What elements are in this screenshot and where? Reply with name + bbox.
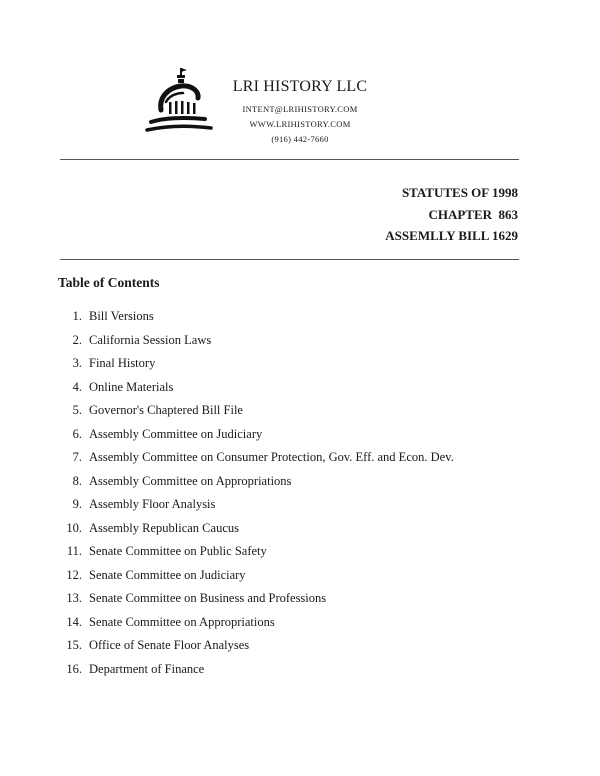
statute-year: STATUTES OF 1998 — [401, 185, 518, 200]
statute-bill: ASSEMLLY BILL 1629 — [385, 228, 518, 243]
toc-item — [62, 378, 454, 402]
toc-item-number: 9. — [72, 497, 82, 511]
statute-chapter: CHAPTER 863 — [428, 206, 518, 222]
toc-item — [62, 354, 454, 378]
toc-item-label: Assembly Floor Analysis — [89, 497, 216, 511]
toc-item-number: 4. — [72, 379, 82, 394]
toc-list — [62, 307, 454, 683]
toc-item — [62, 472, 454, 496]
toc-item-number: 16. — [66, 661, 82, 676]
toc-item-number: 10. — [66, 520, 82, 535]
top-divider — [60, 159, 519, 160]
toc-item-number: 2. — [72, 332, 82, 347]
toc-item — [62, 448, 454, 472]
toc-item — [62, 636, 454, 660]
toc-item — [62, 331, 454, 355]
toc-item — [62, 401, 454, 425]
bottom-divider — [60, 259, 519, 260]
statute-block — [385, 182, 518, 247]
contact-email: INTENT@LRIHISTORY.COM — [242, 104, 358, 114]
toc-item-label: Senate Committee on Public Safety — [89, 544, 267, 558]
toc-item — [62, 660, 454, 684]
toc-item-number: 11. — [66, 544, 82, 558]
toc-item-label: Assembly Committee on Appropriations — [89, 473, 292, 488]
toc-item-number: 12. — [66, 567, 82, 582]
toc-item — [62, 307, 454, 331]
toc-item — [62, 425, 454, 449]
toc-item — [62, 613, 454, 637]
toc-item-number: 7. — [72, 450, 82, 464]
toc-item-number: 1. — [72, 309, 82, 323]
toc-item-label: Office of Senate Floor Analyses — [89, 638, 250, 652]
toc-item-number: 14. — [66, 614, 82, 629]
toc-item-label: Assembly Republican Caucus — [89, 520, 239, 535]
capitol-dome-icon — [143, 64, 213, 138]
toc-item — [62, 495, 454, 519]
toc-item-label: Senate Committee on Appropriations — [89, 614, 275, 629]
toc-item-label: Online Materials — [89, 379, 174, 394]
toc-item — [62, 542, 454, 566]
toc-item-label: Assembly Committee on Consumer Protection, Gov. Eff. and Econ. Dev. — [89, 450, 454, 464]
toc-item-label: Bill Versions — [89, 309, 154, 323]
contact-phone: (916) 442-7660 — [271, 134, 329, 144]
toc-title: Table of Contents — [58, 275, 160, 290]
toc-item-label: Governor's Chaptered Bill File — [89, 403, 243, 417]
toc-item-number: 8. — [72, 473, 82, 488]
toc-item-number: 13. — [66, 591, 82, 605]
toc-item-label: California Session Laws — [89, 332, 212, 347]
toc-item-label: Assembly Committee on Judiciary — [89, 426, 263, 441]
toc-item-label: Senate Committee on Business and Professions — [89, 591, 327, 605]
toc-item-number: 15. — [66, 638, 82, 652]
toc-item-label: Department of Finance — [89, 661, 205, 676]
toc-item-label: Final History — [89, 356, 156, 370]
toc-item-label: Senate Committee on Judiciary — [89, 567, 246, 582]
toc-item — [62, 589, 454, 613]
toc-item — [62, 519, 454, 543]
letterhead — [215, 78, 385, 147]
toc-item-number: 6. — [72, 426, 82, 441]
company-name: LRI HISTORY LLC — [232, 78, 368, 95]
toc-item-number: 5. — [72, 403, 82, 417]
toc-item — [62, 566, 454, 590]
toc-item-number: 3. — [72, 356, 82, 370]
contact-website: WWW.LRIHISTORY.COM — [249, 119, 351, 129]
